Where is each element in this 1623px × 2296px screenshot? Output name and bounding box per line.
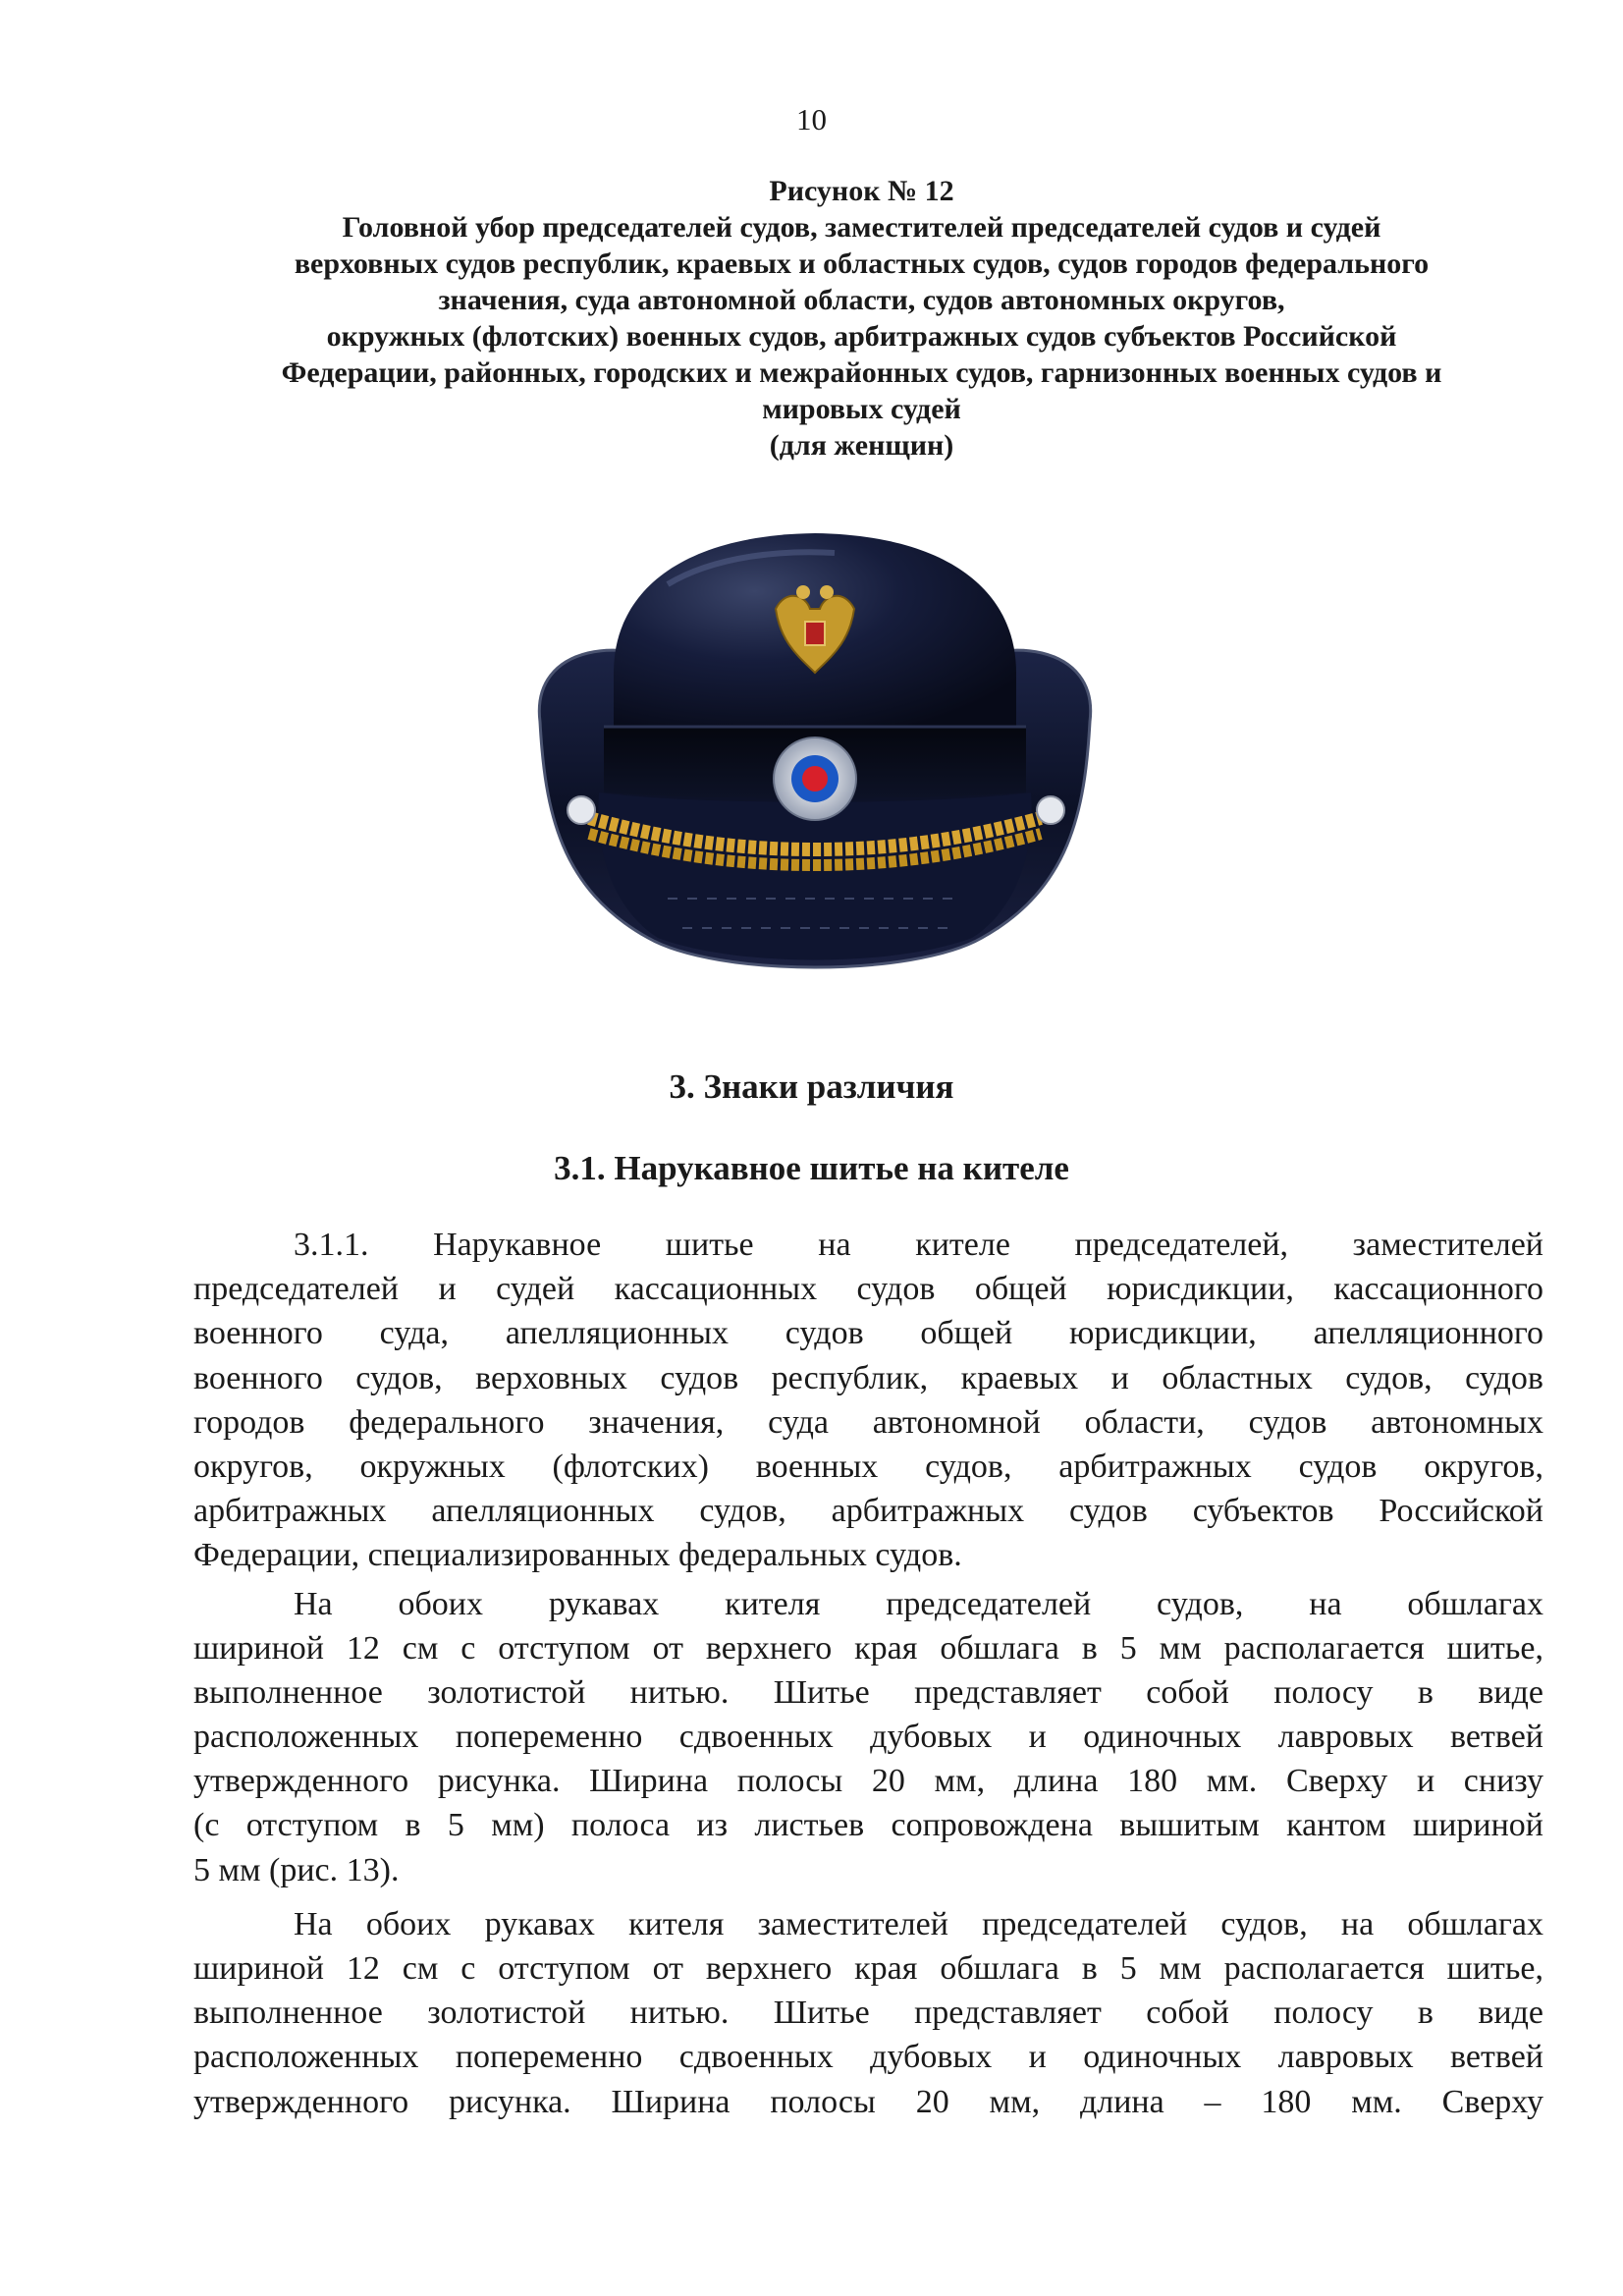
text-line: На обоих рукавах кителя председателей судов, на обшлагах xyxy=(294,1585,1543,1622)
text-line: шириной 12 см с отступом от верхнего края обшлага в 5 мм располагается шитье, xyxy=(193,1629,1543,1667)
text-line: 5 мм (рис. 13). xyxy=(193,1851,400,1888)
text-line: выполненное золотистой нитью. Шитье представляет собой полосу в виде xyxy=(193,1673,1543,1711)
caption-line: окружных (флотских) военных судов, арбитражных судов субъектов Российской xyxy=(326,320,1397,353)
figure-caption xyxy=(187,173,1537,464)
text-line: утвержденного рисунка. Ширина полосы 20 мм, длина 180 мм. Сверху и снизу xyxy=(193,1763,1543,1800)
caption-line: верховных судов республик, краевых и областных судов, судов городов федерального xyxy=(294,247,1430,280)
paragraph xyxy=(193,1223,1543,1578)
body-text xyxy=(193,1223,1543,2134)
subsection-heading: 3.1. Нарукавное шитье на кителе xyxy=(554,1149,1069,1187)
caption-line: (для женщин) xyxy=(769,429,954,462)
cockade-icon xyxy=(774,738,856,820)
right-button-icon xyxy=(1037,796,1064,824)
paragraph xyxy=(193,1902,1543,2124)
caption-line: Головной убор председателей судов, заместителей председателей судов и судей xyxy=(342,211,1381,244)
text-line: военного суда, апелляционных судов общей юрисдикции, апелляционного xyxy=(193,1315,1543,1352)
text-line: утвержденного рисунка. Ширина полосы 20 мм, длина – 180 мм. Сверху xyxy=(193,2083,1543,2120)
caption-line: значения, суда автономной области, судов автономных округов, xyxy=(438,284,1285,316)
text-line: председателей и судей кассационных судов общей юрисдикции, кассационного xyxy=(193,1271,1543,1308)
figure-title: Рисунок № 12 xyxy=(769,175,954,207)
text-line: (с отступом в 5 мм) полоса из листьев сопровождена вышитым кантом шириной xyxy=(193,1807,1543,1844)
text-line: 3.1.1. Нарукавное шитье на кителе председателей, заместителей xyxy=(294,1227,1543,1263)
text-line: арбитражных апелляционных судов, арбитражных судов субъектов Российской xyxy=(193,1493,1543,1530)
text-line: городов федерального значения, суда автономной области, судов автономных xyxy=(193,1403,1543,1441)
caption-line: Федерации, районных, городских и межрайонных судов, гарнизонных военных судов и xyxy=(281,356,1442,389)
womens-hat-illustration xyxy=(520,525,1109,1016)
text-line: округов, окружных (флотских) военных судов, арбитражных судов округов, xyxy=(193,1448,1543,1485)
text-line: Федерации, специализированных федеральных судов. xyxy=(193,1537,962,1574)
text-line: военного судов, верховных судов республик, краевых и областных судов, судов xyxy=(193,1359,1543,1396)
caption-line: мировых судей xyxy=(762,393,961,425)
section-heading: 3. Знаки различия xyxy=(669,1067,954,1106)
page-number: 10 xyxy=(796,102,827,137)
paragraph xyxy=(193,1582,1543,1892)
text-line: расположенных попеременно сдвоенных дубовых и одиночных лавровых ветвей xyxy=(193,2039,1543,2076)
text-line: На обоих рукавах кителя заместителей председателей судов, на обшлагах xyxy=(294,1905,1543,1942)
left-button-icon xyxy=(568,796,595,824)
text-line: шириной 12 см с отступом от верхнего края обшлага в 5 мм располагается шитье, xyxy=(193,1950,1543,1987)
text-line: выполненное золотистой нитью. Шитье представляет собой полосу в виде xyxy=(193,1995,1543,2032)
text-line: расположенных попеременно сдвоенных дубовых и одиночных лавровых ветвей xyxy=(193,1719,1543,1756)
